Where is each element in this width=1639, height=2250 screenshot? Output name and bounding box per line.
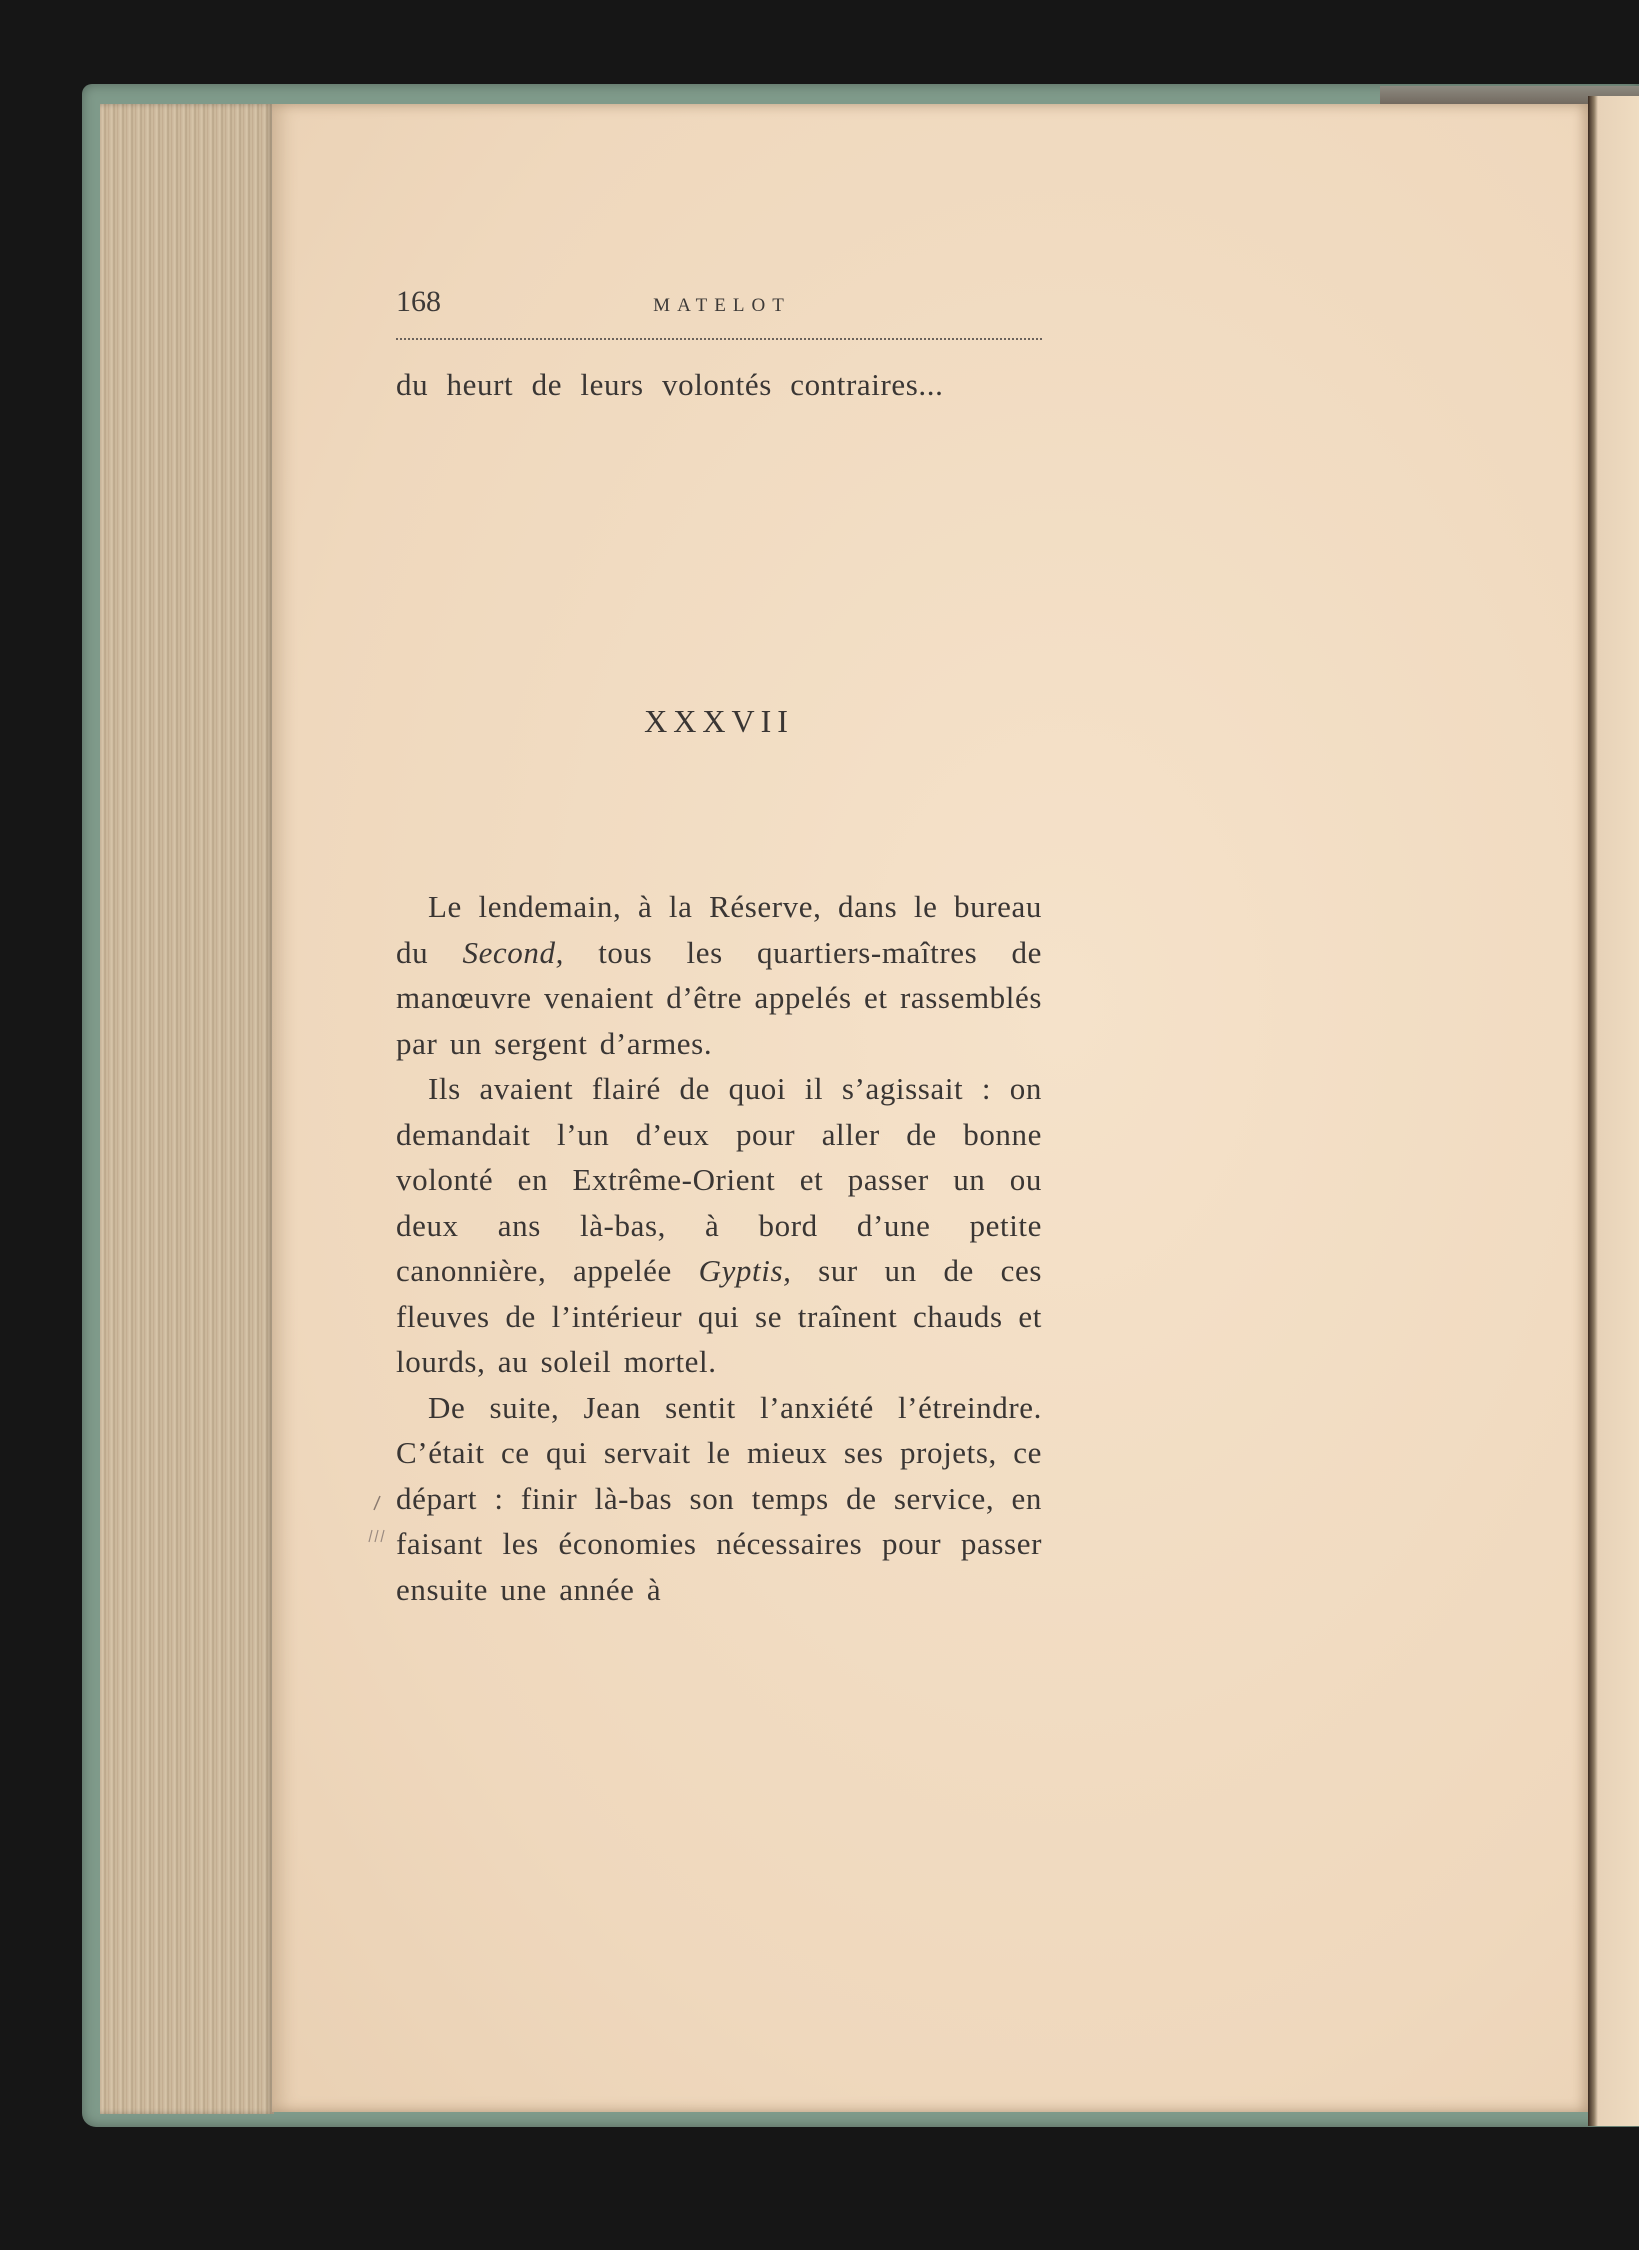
paragraph-text: Le lendemain, à la Réserve, dans le bureau du	[396, 889, 1042, 970]
running-head	[396, 285, 1036, 325]
chapter-text	[396, 884, 1042, 1612]
paragraph-text: De suite, Jean sentit l’anxiété l’étreindre. C’était ce qui servait le mieux ses projets, ce départ : finir là-bas son temps de service, en faisant les économies nécessaires pour passer ensuite une année à	[396, 1389, 1042, 1607]
facing-page-edge	[1588, 96, 1639, 2126]
pencil-mark-icon	[366, 1490, 396, 1560]
paragraph-text: Ils avaient flairé de quoi il s’agissait : on demandait l’un d’eux pour aller de bonne volonté en Extrême-Orient et passer un ou deux ans là-bas, à bord d’une petite canonnière, appelée	[396, 1071, 1042, 1288]
chapter-number: XXXVII	[644, 703, 794, 739]
header-rule	[396, 338, 1042, 340]
paragraph-text: tous les quartiers-maîtres de manœuvre venaient d’être appelés et rassemblés par un sergent d’armes.	[396, 934, 1042, 1061]
page-stack-edges	[100, 104, 274, 2114]
page-number: 168	[396, 285, 441, 318]
paragraph	[396, 1066, 1042, 1385]
italic-word: Second,	[462, 934, 564, 970]
paragraph	[396, 884, 1042, 1066]
italic-word: Gyptis,	[698, 1253, 792, 1288]
running-title: MATELOT	[653, 295, 791, 316]
pencil-mark	[366, 1490, 396, 1560]
paragraph	[396, 1385, 1042, 1613]
continuation-line: du heurt de leurs volontés contraires...	[396, 367, 944, 402]
paragraph-text: sur un de ces fleuves de l’intérieur qui se traînent chauds et lourds, au soleil mortel.	[396, 1253, 1042, 1379]
